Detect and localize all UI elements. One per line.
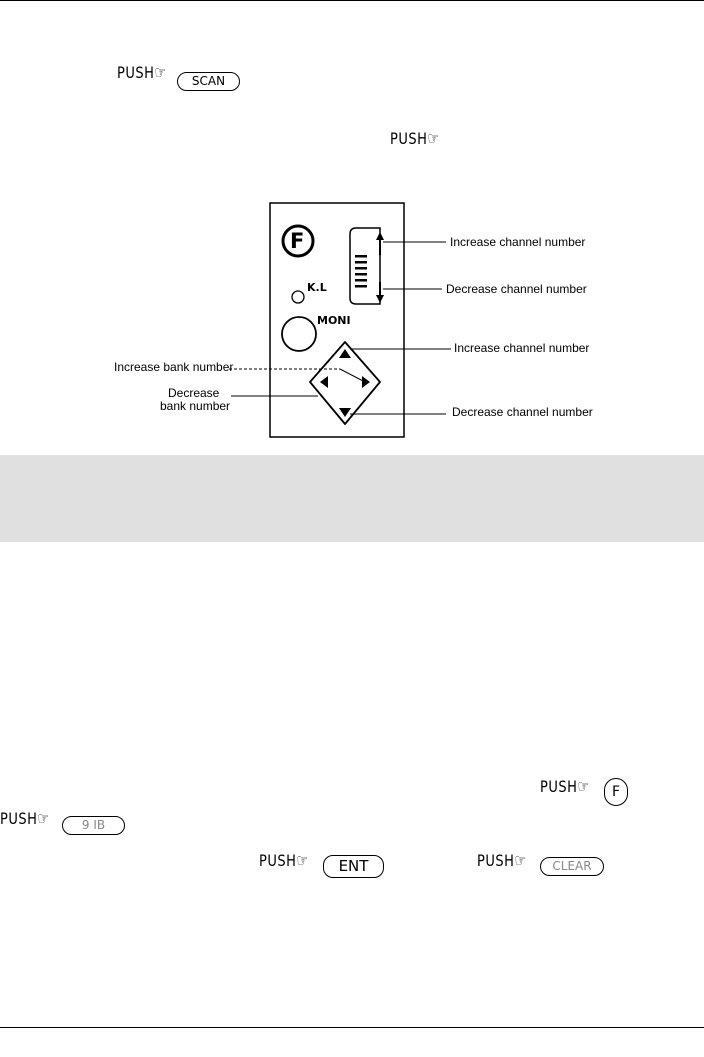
clear-key-icon: CLEAR [540, 857, 604, 876]
moni-label: MONI [317, 314, 351, 327]
kl-label: K.L [307, 281, 327, 294]
kl-led-icon [292, 291, 304, 303]
callout-down-arrow: Decrease channel number [446, 282, 587, 296]
push-label: PUSH☞ [0, 810, 50, 829]
bottom-rule [0, 1027, 704, 1028]
f-key-icon: F [604, 778, 628, 806]
push-label: PUSH☞ [259, 852, 309, 871]
radio-panel-svg [0, 0, 704, 460]
push-label: PUSH☞ [540, 778, 590, 797]
callout-dpad-left-line2: bank number [160, 399, 231, 413]
push-label: PUSH☞ [390, 130, 440, 149]
callout-dpad-left-line1: Decrease [168, 386, 220, 400]
callout-dpad-right: Increase bank number [114, 360, 234, 374]
radio-panel-diagram [0, 0, 704, 460]
moni-button-icon [282, 317, 316, 351]
callout-dpad-up: Increase channel number [454, 341, 590, 355]
callout-dpad-down: Decrease channel number [452, 405, 593, 419]
note-band [0, 455, 704, 542]
push-label: PUSH☞ [117, 64, 167, 83]
callout-up-arrow: Increase channel number [450, 235, 586, 249]
scan-key-icon: SCAN [177, 72, 240, 91]
f-button-label: F [290, 229, 305, 253]
sib-key-icon: 9 IB [62, 816, 125, 835]
push-label: PUSH☞ [477, 852, 527, 871]
ent-key-icon: ENT [323, 855, 384, 878]
channel-rocker-icon [350, 228, 380, 304]
